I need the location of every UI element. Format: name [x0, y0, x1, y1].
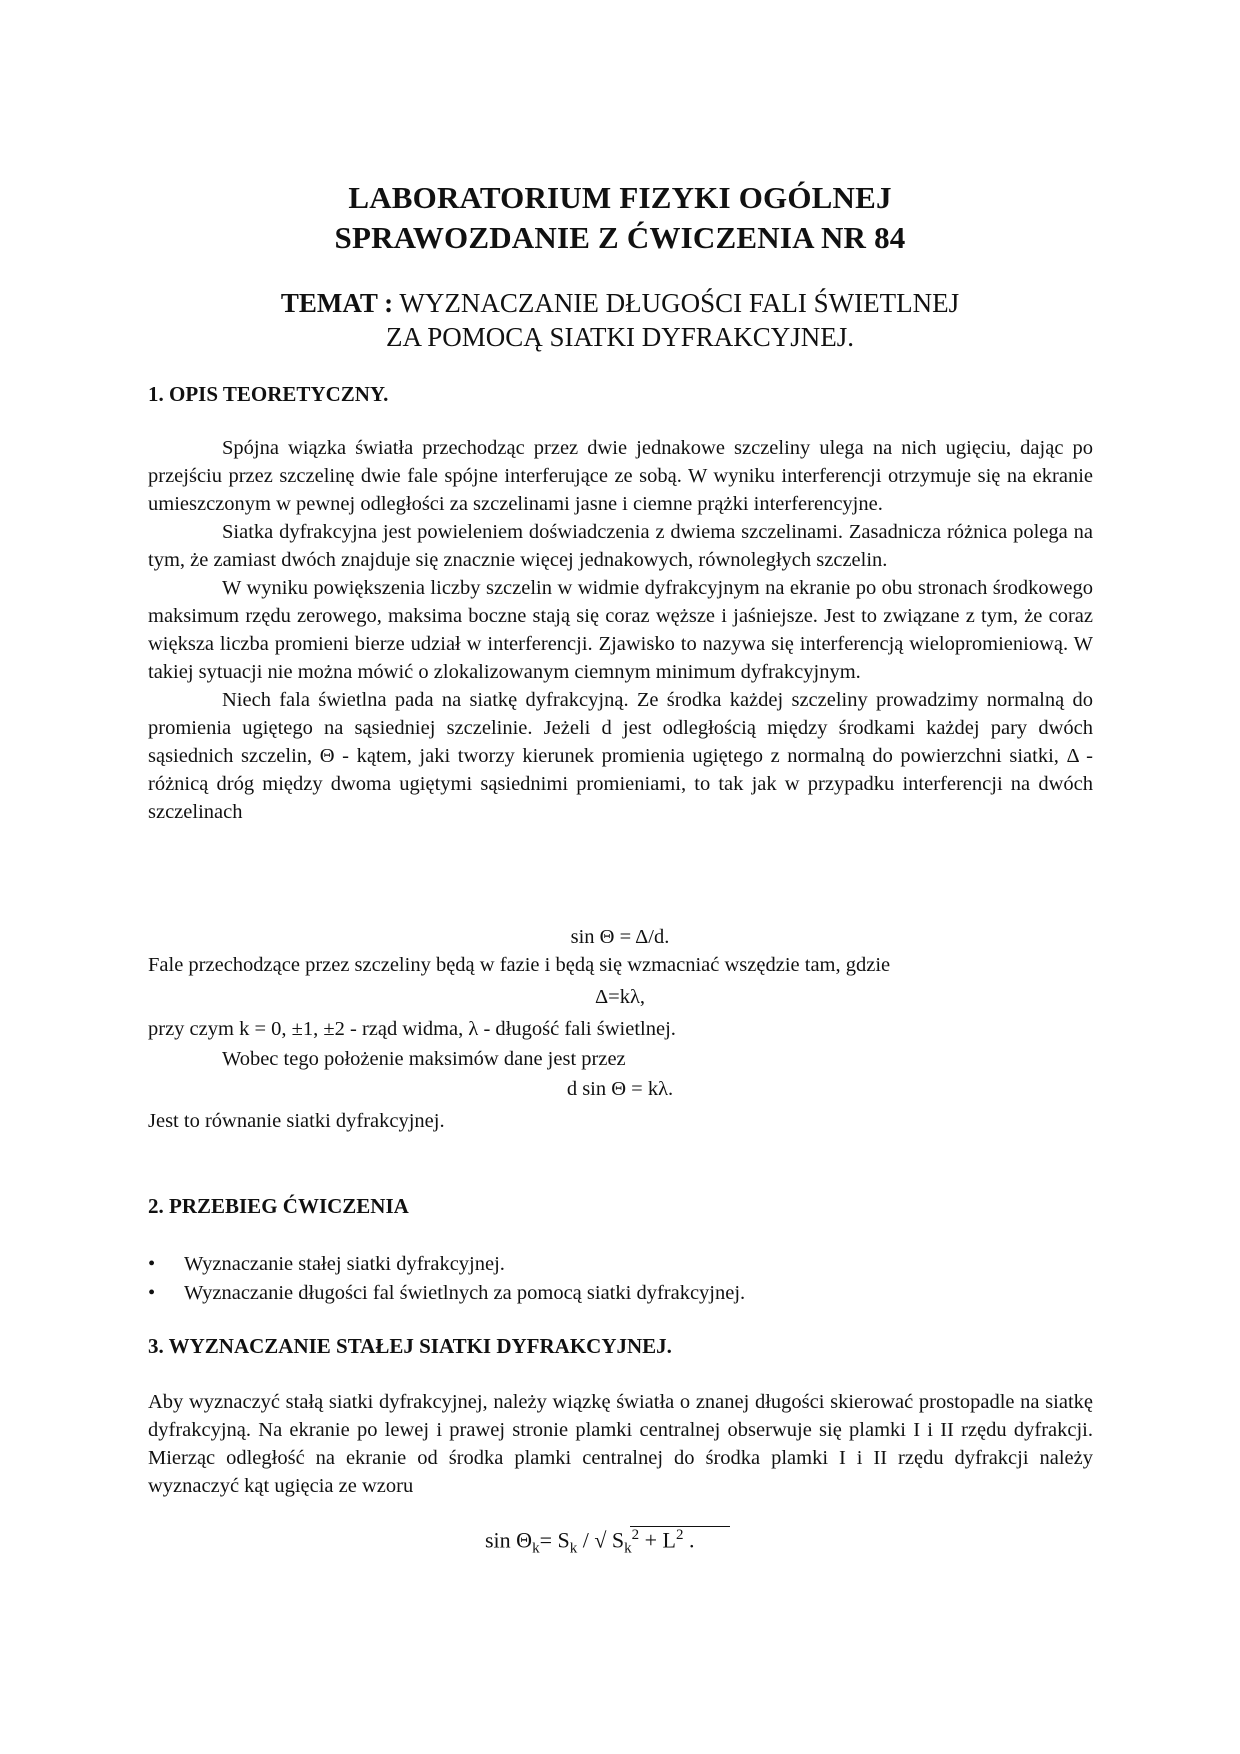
formula-sin-theta-k: [485, 1527, 695, 1558]
equation-sin-theta: sin Θ = Δ/d.: [570, 926, 670, 948]
formula-sub: k: [569, 1540, 578, 1557]
topic-label: TEMAT :: [280, 288, 394, 318]
formula-part: / √ S: [577, 1527, 625, 1553]
list-item: [148, 1250, 745, 1279]
formula-sup: 2: [676, 1527, 684, 1543]
list-item-text: Wyznaczanie długości fal świetlnych za pomocą siatki dyfrakcyjnej.: [184, 1282, 746, 1304]
document-title-line2: SPRAWOZDANIE Z ĆWICZENIA NR 84: [334, 220, 906, 255]
section2-list: [148, 1250, 745, 1308]
topic-text-line2: ZA POMOCĄ SIATKI DYFRAKCYJNEJ.: [385, 322, 855, 352]
formula-sup: 2: [631, 1527, 640, 1543]
formula-sub: k: [624, 1540, 632, 1557]
formula-part: sin Θ: [485, 1527, 533, 1553]
section1-heading: 1. OPIS TEORETYCZNY.: [148, 382, 389, 406]
text-fale: Fale przechodzące przez szczeliny będą w fazie i będą się wzmacniać wszędzie tam, gdzie: [148, 954, 891, 976]
list-item-text: Wyznaczanie stałej siatki dyfrakcyjnej.: [184, 1253, 505, 1275]
text-jest: Jest to równanie siatki dyfrakcyjnej.: [148, 1110, 445, 1132]
bullet-icon: •: [148, 1282, 156, 1304]
list-item: [148, 1279, 745, 1308]
section1-paragraph-2: Siatka dyfrakcyjna jest powieleniem doświadczenia z dwiema szczelinami. Zasadnicza różnica polega na tym, że zamiast dwóch znajduje się znacznie więcej jednakowych, równoległych szczelin.: [148, 521, 1093, 571]
section3-heading: 3. WYZNACZANIE STAŁEJ SIATKI DYFRAKCYJNEJ.: [148, 1334, 672, 1358]
formula-part: = S: [539, 1527, 570, 1553]
topic-text-line1: WYZNACZANIE DŁUGOŚCI FALI ŚWIETLNEJ: [399, 288, 960, 318]
text-wobec: Wobec tego położenie maksimów dane jest przez: [222, 1048, 626, 1070]
section3-body: [148, 1388, 1093, 1500]
formula-sub: k: [532, 1540, 540, 1557]
section1-paragraph-3: W wyniku powiększenia liczby szczelin w widmie dyfrakcyjnym na ekranie po obu stronach środkowego maksimum rzędu zerowego, maksima boczne stają się coraz węższe i jaśniejsze. Jest to związane z tym, że coraz większa liczba promieni bierze udział w interferencji. Zjawisko to nazywa się interferencją wielopromieniową. W takiej sytuacji nie można mówić o zlokalizowanym ciemnym minimum dyfrakcyjnym.: [148, 577, 1093, 683]
section3-paragraph: Aby wyznaczyć stałą siatki dyfrakcyjnej, należy wiązkę światła o znanej długości skierować prostopadle na siatkę dyfrakcyjną. Na ekranie po lewej i prawej stronie plamki centralnej obserwuje się plamki I i II rzędu dyfrakcji. Mierząc odległość na ekranie od środka plamki centralnej do środka plamki I i II rzędu dyfrakcji należy wyznaczyć kąt ugięcia ze wzoru: [148, 1391, 1093, 1497]
section2-heading: 2. PRZEBIEG ĆWICZENIA: [148, 1194, 409, 1218]
text-przy-czym: przy czym k = 0, ±1, ±2 - rząd widma, λ - długość fali świetlnej.: [148, 1018, 676, 1040]
bullet-icon: •: [148, 1253, 156, 1275]
section1-body: [148, 434, 1093, 826]
equation-delta: Δ=kλ,: [594, 986, 646, 1008]
equation-grating: d sin Θ = kλ.: [566, 1078, 674, 1100]
formula-part: + L: [639, 1527, 676, 1553]
document-title-line1: LABORATORIUM FIZYKI OGÓLNEJ: [348, 180, 892, 215]
section1-paragraph-4: Niech fala świetlna pada na siatkę dyfrakcyjną. Ze środka każdej szczeliny prowadzimy normalną do promienia ugiętego na sąsiedniej szczelinie. Jeżeli d jest odległością między środkami każdej pary dwóch sąsiednich szczelin, Θ - kątem, jaki tworzy kierunek promienia ugiętego z normalną do powierzchni siatki, Δ - różnicą dróg między dwoma ugiętymi sąsiednimi promieniami, to tak jak w przypadku interferencji na dwóch szczelinach: [148, 689, 1093, 823]
section1-paragraph-1: Spójna wiązka światła przechodząc przez dwie jednakowe szczeliny ulega na nich ugięciu, dając po przejściu przez szczelinę dwie fale spójne interferujące ze sobą. W wyniku interferencji otrzymuje się na ekranie umieszczonym w pewnej odległości za szczelinami jasne i ciemne prążki interferencyjne.: [148, 437, 1093, 515]
formula-part: .: [683, 1527, 695, 1553]
topic-line1: [0, 288, 1240, 319]
